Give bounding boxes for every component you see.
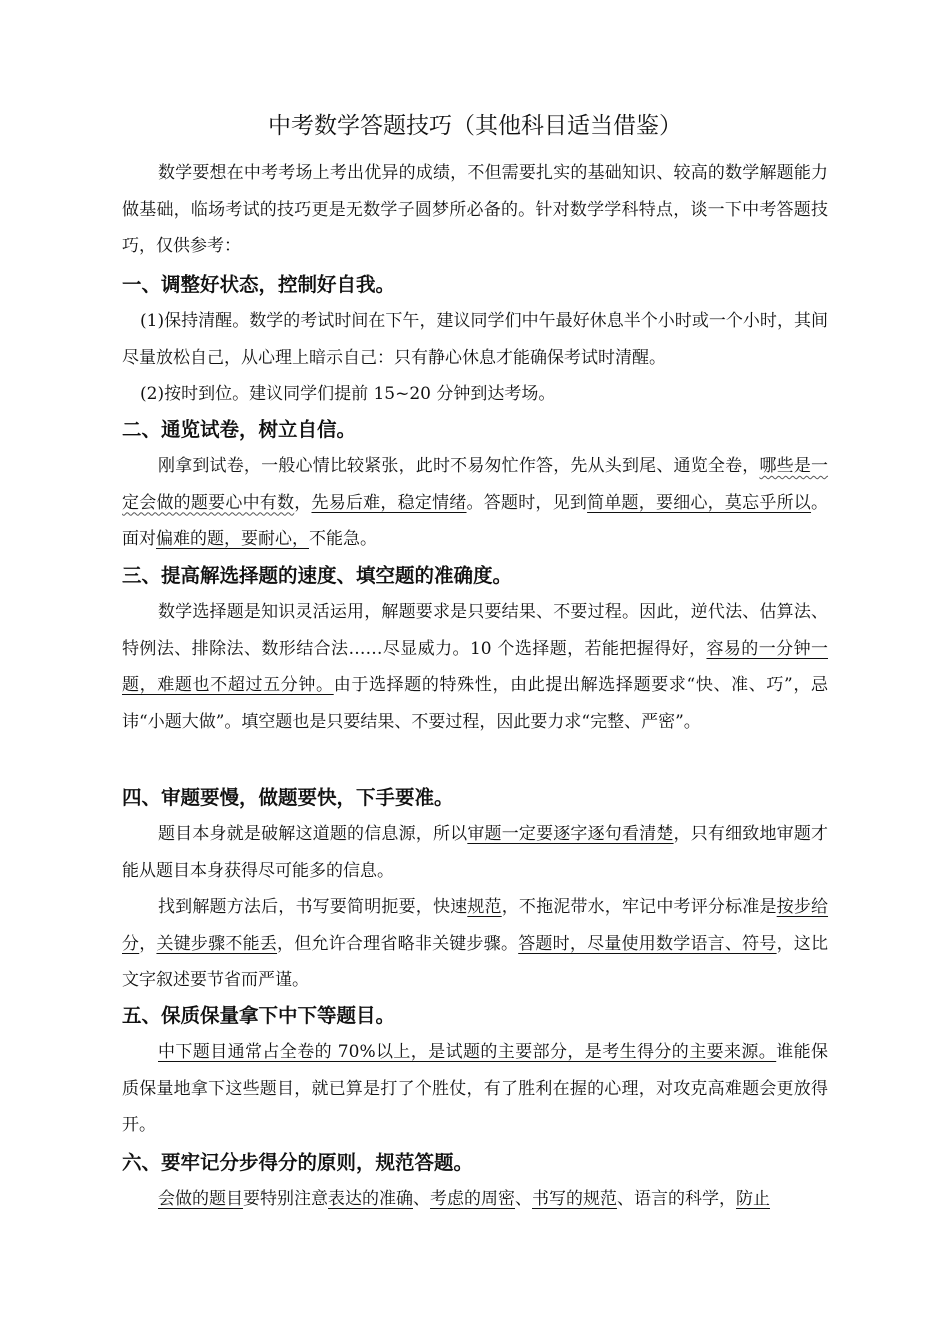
text: 、语言的科学， — [617, 1189, 736, 1209]
section-2-heading: 二、通览试卷，树立自信。 — [122, 418, 357, 441]
text: 、 — [515, 1189, 532, 1209]
text: 数学选择题是知识灵活运用，解题要求是只要结果、不要过程。因此，逆代法、估算法、特例法、排除法、数形结合法……尽显威力。10 个选择题，若能把握得好， — [122, 602, 828, 659]
text: ， — [294, 492, 312, 513]
section-3-heading: 三、提高解选择题的速度、填空题的准确度。 — [122, 564, 513, 587]
section-4-paragraph-2 — [122, 889, 828, 999]
text: 。面对 — [122, 492, 829, 549]
underlined-text: 表达的准确 — [328, 1189, 413, 1209]
underlined-text: 简单题，要细心，莫忘乎所以 — [587, 492, 812, 513]
underlined-text: 容易的一分钟一题，难题也不超过五分钟。 — [122, 638, 828, 695]
section-1-point-1: (1)保持清醒。数学的考试时间在下午，建议同学们中午最好休息半个小时或一个小时，其间尽量放松自己，从心理上暗示自己：只有静心休息才能确保考试时清醒。 — [122, 311, 828, 368]
text: 谁能保质保量地拿下这些题目，就已算是打了个胜仗，有了胜利在握的心理，对攻克高难题会更放得开。 — [122, 1042, 829, 1135]
section-6-heading: 六、要牢记分步得分的原则，规范答题。 — [122, 1151, 474, 1174]
section-5-paragraph — [122, 1034, 828, 1144]
underlined-text: 防止 — [736, 1189, 770, 1209]
text: 。答题时，见到 — [466, 492, 588, 513]
text: ，但允许合理省略非关键步骤。 — [277, 933, 519, 954]
text: 刚拿到试卷，一般心情比较紧张，此时不易匆忙作答，先从头到尾、通览全卷， — [158, 456, 760, 476]
section-3-paragraph — [122, 594, 828, 740]
underlined-text: 书写的规范 — [532, 1189, 617, 1209]
underlined-text: 审题一定要逐字逐句看清楚 — [467, 824, 674, 844]
underlined-text: 答题时，尽量使用数学语言、符号 — [518, 933, 777, 954]
text: 由于选择题的特殊性，由此提出解选择题要求“快、准、巧”，忌讳“小题大做”。填空题也是只要结果、不要过程，因此要力求“完整、严密”。 — [122, 675, 828, 732]
text: 、 — [413, 1189, 430, 1209]
section-5-heading: 五、保质保量拿下中下等题目。 — [122, 1004, 396, 1027]
section-2-paragraph — [122, 448, 828, 558]
underlined-text: 先易后难，稳定情绪 — [311, 492, 467, 513]
page-title: 中考数学答题技巧（其他科目适当借鉴） — [268, 113, 682, 139]
wavy-underlined-text: 哪些是一定会做的题要心中有数 — [122, 456, 829, 513]
text: 不能急。 — [309, 529, 377, 549]
text: ，只有细致地审题才能从题目本身获得尽可能多的信息。 — [122, 824, 829, 881]
text: 找到解题方法后，书写要简明扼要，快速 — [158, 897, 468, 917]
text: ，这比文字叙述要节省而严谨。 — [122, 933, 829, 990]
section-1-point-2: (2)按时到位。建议同学们提前 15~20 分钟到达考场。 — [140, 384, 556, 404]
text: 题目本身就是破解这道题的信息源，所以 — [158, 824, 468, 844]
text: ，不拖泥带水，牢记中考评分标准是 — [501, 897, 777, 917]
underlined-text: 规范 — [467, 897, 502, 917]
section-4-heading: 四、审题要慢，做题要快，下手要准。 — [122, 786, 454, 809]
section-6-paragraph — [122, 1181, 828, 1218]
underlined-text: 偏难的题，要耐心， — [156, 529, 309, 549]
underlined-text: 会做的题目 — [158, 1189, 243, 1209]
intro-paragraph: 数学要想在中考考场上考出优异的成绩，不但需要扎实的基础知识、较高的数学解题能力做基础，临场考试的技巧更是无数学子圆梦所必备的。针对数学学科特点，谈一下中考答题技巧，仅供参考： — [122, 163, 828, 256]
section-4-paragraph-1 — [122, 816, 828, 889]
underlined-text: 中下题目通常占全卷的 70%以上，是试题的主要部分，是考生得分的主要来源。 — [158, 1042, 777, 1062]
underlined-text: 关键步骤不能丢 — [156, 933, 278, 954]
underlined-text: 按步给分 — [122, 897, 829, 954]
text: 要特别注意 — [243, 1189, 328, 1209]
underlined-text: 考虑的周密 — [430, 1189, 515, 1209]
text: ， — [139, 933, 157, 954]
section-1-heading: 一、调整好状态，控制好自我。 — [122, 273, 396, 296]
